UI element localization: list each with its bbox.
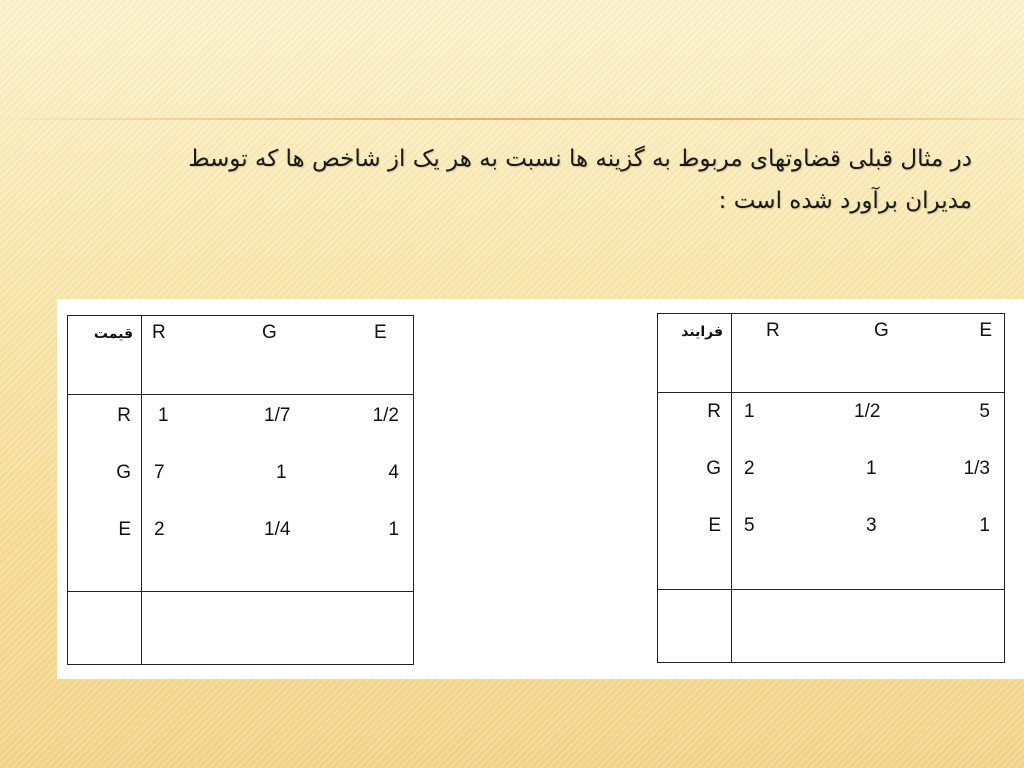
column-header-e: E (979, 320, 992, 341)
cell-g-g: 1 (866, 458, 877, 479)
matrix-values (142, 395, 414, 592)
footer-cell-right (142, 592, 414, 665)
cell-g-e: 4 (388, 462, 399, 483)
slide-text-line-2: مدیران برآورد شده است : (718, 188, 972, 214)
cell-r-e: 5 (979, 401, 990, 422)
price-comparison-table (67, 315, 414, 665)
cell-g-g: 1 (276, 462, 287, 483)
row-label-g: G (706, 458, 721, 479)
cell-e-e: 1 (388, 519, 399, 540)
cell-r-g: 1/7 (264, 405, 291, 426)
footer-cell-left (68, 592, 142, 665)
column-header-g: G (262, 322, 277, 343)
slide-text (120, 138, 972, 222)
footer-cell-right (732, 590, 1005, 663)
cell-e-e: 1 (979, 515, 990, 536)
column-header-r: R (152, 322, 166, 343)
slide-text-line-1: در مثال قبلی قضاوتهای مربوط به گزینه ها نسبت به هر یک از شاخص ها که توسط (188, 146, 972, 172)
cell-g-r: 7 (154, 462, 165, 483)
cell-r-r: 1 (744, 401, 755, 422)
cell-r-r: 1 (158, 405, 169, 426)
cell-g-r: 2 (744, 458, 755, 479)
table-corner-label: فرایند (658, 314, 732, 393)
column-headers (732, 314, 1005, 393)
cell-e-g: 1/4 (264, 519, 291, 540)
cell-e-r: 2 (154, 519, 165, 540)
column-header-g: G (874, 320, 889, 341)
row-label-e: E (118, 519, 131, 540)
row-labels (658, 393, 732, 590)
cell-r-g: 1/2 (854, 401, 881, 422)
footer-cell-left (658, 590, 732, 663)
row-label-r: R (117, 405, 131, 426)
row-label-r: R (707, 401, 721, 422)
cell-e-g: 3 (866, 515, 877, 536)
row-label-e: E (708, 515, 721, 536)
matrix-values (732, 393, 1005, 590)
column-header-e: E (374, 322, 387, 343)
cell-r-e: 1/2 (372, 405, 399, 426)
process-comparison-table (657, 313, 1005, 663)
cell-e-r: 5 (744, 515, 755, 536)
column-header-r: R (766, 320, 780, 341)
tables-panel (57, 299, 1024, 679)
table-corner-label: قیمت (68, 316, 142, 395)
column-headers (142, 316, 414, 395)
row-labels (68, 395, 142, 592)
row-label-g: G (116, 462, 131, 483)
cell-g-e: 1/3 (963, 458, 990, 479)
header-divider (0, 118, 1024, 120)
